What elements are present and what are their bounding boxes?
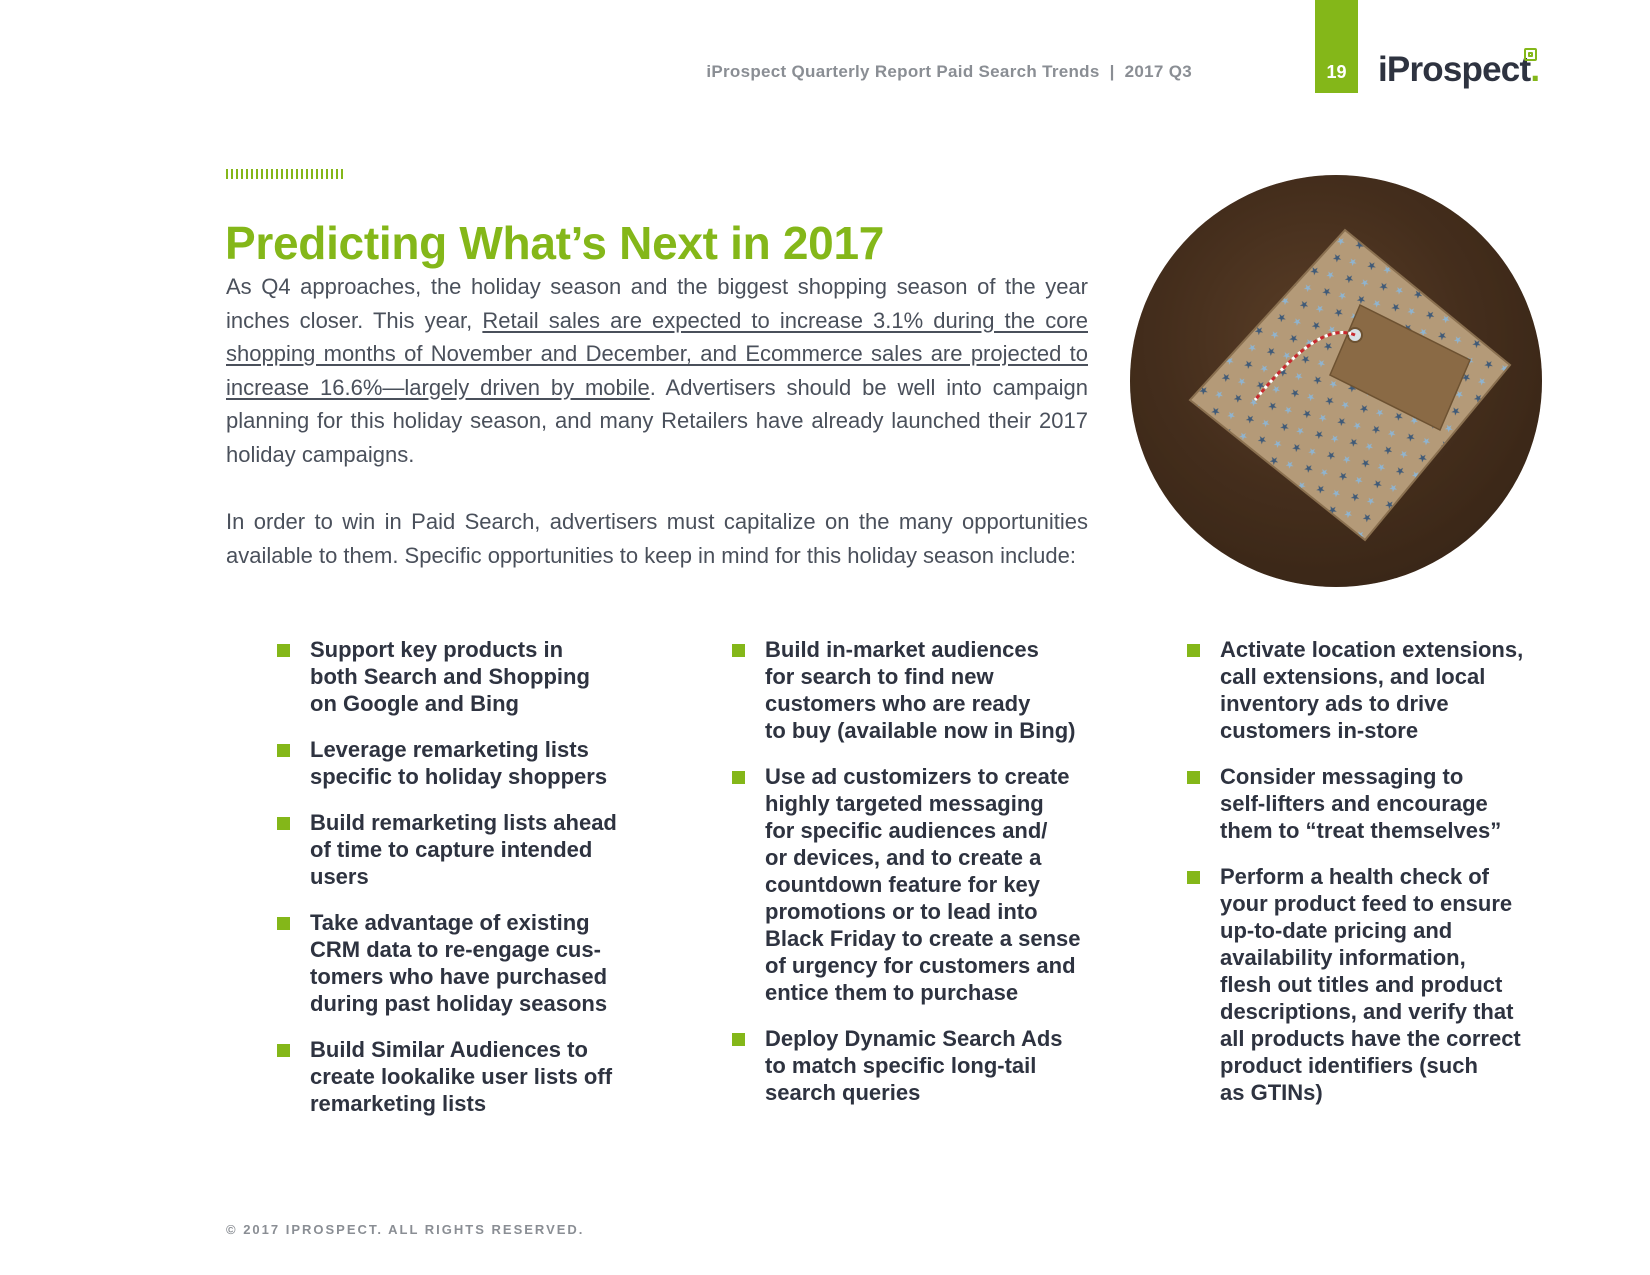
list-item: [277, 809, 657, 890]
list-item: [277, 1036, 657, 1117]
report-header: [706, 62, 1192, 82]
list-item-text: Take advantage of existing CRM data to re-engage cus- tomers who have purchased during past holiday seasons: [310, 910, 608, 1016]
left-bullet-column: [277, 636, 657, 1136]
list-item: [732, 636, 1122, 744]
header-separator: |: [1109, 62, 1115, 81]
intro-text-before: As Q4 approaches, the holiday season and the biggest shopping season of the year inches closer. This year,: [226, 274, 1088, 333]
list-item-text: Build remarketing lists ahead of time to capture intended users: [310, 810, 617, 889]
bullet-square-icon: [277, 1044, 290, 1057]
logo-text: iProspect: [1378, 50, 1531, 89]
bullet-square-icon: [732, 644, 745, 657]
bullet-square-icon: [732, 1033, 745, 1046]
right-bullet-column: [1187, 636, 1607, 1125]
bullet-square-icon: [277, 817, 290, 830]
bullet-square-icon: [277, 744, 290, 757]
iprospect-logo: [1378, 50, 1539, 90]
list-item-text: Support key products in both Search and Shopping on Google and Bing: [310, 637, 590, 716]
bullet-square-icon: [1187, 771, 1200, 784]
logo-dot: .: [1530, 50, 1540, 89]
list-item-text: Perform a health check of your product feed to ensure up-to-date pricing and availability information, flesh out titles and product descriptions, and verify that all products have the correct product identifiers (such as GTINs): [1220, 864, 1521, 1105]
list-item: [1187, 763, 1607, 844]
list-item: [732, 1025, 1122, 1106]
bullet-square-icon: [277, 917, 290, 930]
list-item: [1187, 863, 1607, 1106]
list-item-text: Use ad customizers to create highly targeted messaging for specific audiences and/ or devices, and to create a countdown feature for key promotions or to lead into Black Friday to create a sense of urgency for customers and entice them to purchase: [765, 764, 1081, 1005]
list-item-text: Deploy Dynamic Search Ads to match specific long-tail search queries: [765, 1026, 1063, 1105]
list-item-text: Activate location extensions, call extensions, and local inventory ads to drive customers in-store: [1220, 637, 1524, 743]
report-period: 2017 Q3: [1124, 62, 1192, 81]
bullet-square-icon: [277, 644, 290, 657]
bullet-square-icon: [1187, 644, 1200, 657]
intro-paragraph: [226, 270, 1088, 471]
page-number: 19: [1326, 62, 1347, 82]
opportunities-paragraph: In order to win in Paid Search, advertisers must capitalize on the many opportunities available to them. Specific opportunities to keep in mind for this holiday season include:: [226, 509, 1088, 568]
list-item-text: Build Similar Audiences to create lookalike user lists off remarketing lists: [310, 1037, 613, 1116]
list-item: [277, 909, 657, 1017]
bullet-square-icon: [1187, 871, 1200, 884]
logo-mark-icon: [1524, 48, 1537, 61]
list-item-text: Leverage remarketing lists specific to holiday shoppers: [310, 737, 608, 789]
page-title: Predicting What’s Next in 2017: [225, 217, 885, 269]
page-number-tab: [1315, 0, 1358, 93]
gift-box-photo: [1130, 175, 1542, 587]
copyright-footer: © 2017 IPROSPECT. ALL RIGHTS RESERVED.: [226, 1222, 585, 1237]
gift-box-illustration: [1130, 175, 1542, 587]
intro-text-after: . Advertisers should be well into campaign planning for this holiday season, and many Retailers have already launched their 2017 holiday campaigns.: [226, 374, 1088, 467]
list-item: [277, 736, 657, 790]
middle-bullet-column: [732, 636, 1122, 1125]
bullet-square-icon: [732, 771, 745, 784]
list-item: [732, 763, 1122, 1006]
list-item-text: Consider messaging to self-lifters and encourage them to “treat themselves”: [1220, 764, 1502, 843]
decorative-tick-bar: [226, 169, 346, 179]
list-item: [277, 636, 657, 717]
list-item-text: Build in-market audiences for search to find new customers who are ready to buy (available now in Bing): [765, 637, 1076, 743]
list-item: [1187, 636, 1607, 744]
report-title: iProspect Quarterly Report Paid Search Trends: [706, 62, 1100, 81]
intro-underlined-statistic: Retail sales are expected to increase 3.1% during the core shopping months of November and December, and Ecommerce sales are projected to increase 16.6%—largely driven by mobile: [226, 307, 1088, 400]
